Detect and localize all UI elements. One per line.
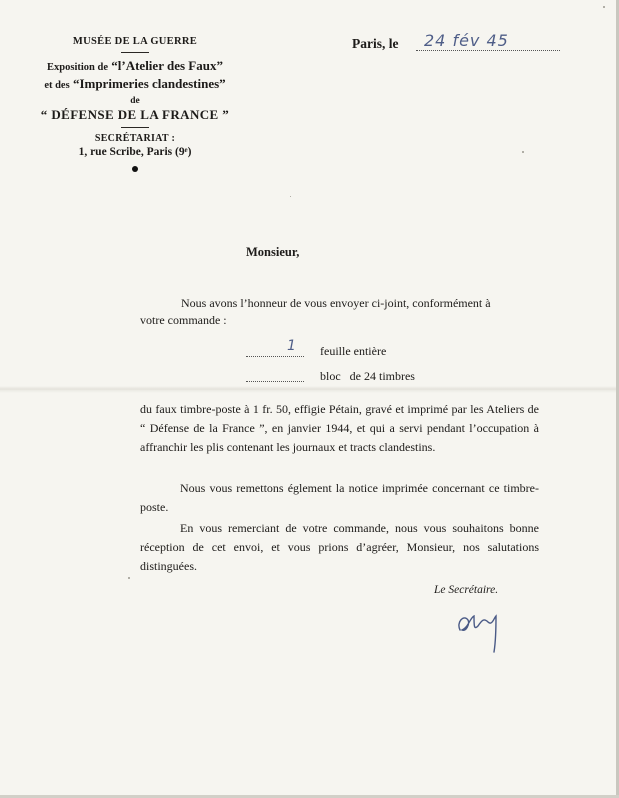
paper-speck [128, 577, 130, 579]
salutation: Monsieur, [246, 245, 300, 259]
handwritten-quantity: 1 [287, 338, 296, 354]
paper-speck [522, 151, 524, 153]
handwritten-date: 24 fév 45 [424, 31, 509, 50]
date-dotted-line [416, 50, 560, 51]
exposition-line-1 [18, 58, 252, 76]
closing-paragraph: En vous remerciant de votre commande, nous vous souhaitons bonne réception de cet envoi, et vous prions d’agréer, Monsieur, nos salutations distinguées. [140, 521, 539, 573]
exposition-prefix-2: et des [44, 80, 70, 91]
letterhead [18, 36, 252, 172]
exposition-line-2 [18, 76, 252, 94]
date-line [352, 31, 562, 56]
item-sheet: feuille entière [320, 344, 387, 358]
exposition-prefix: Exposition de [47, 62, 109, 73]
secretariat-label: SECRÉTARIAT : [94, 133, 176, 144]
item-block: bloc de 24 timbres [320, 369, 415, 383]
bullet-dot [132, 166, 138, 172]
body-paragraph: du faux timbre-poste à 1 fr. 50, effigie Pétain, gravé et imprimé par les Ateliers de “ Défense de la France ”, en janvier 1944, et qui a servi pendant l’occupation à affranchir les plis contenant les journaux et tracts clandestins. [140, 402, 539, 454]
museum-name: MUSÉE DE LA GUERRE [72, 36, 198, 47]
paper-speck [603, 6, 605, 8]
organization-name: “ DÉFENSE DE LA FRANCE ” [40, 107, 230, 122]
quantity-line [246, 356, 304, 357]
signatory-title: Le Secrétaire. [434, 584, 499, 596]
intro-line-1: Nous avons l’honneur de vous envoyer ci-joint, conformément à [181, 296, 491, 310]
notice-paragraph: Nous vous remettons églement la notice imprimée concernant ce timbre-poste. [140, 481, 539, 514]
exposition-title: “l’Atelier des Faux” [111, 58, 223, 73]
handwritten-signature [450, 600, 510, 660]
date-city: Paris, le [352, 36, 399, 51]
paper-speck [290, 196, 291, 197]
letterhead-de: de [130, 96, 140, 106]
address: 1, rue Scribe, Paris (9ᵉ) [78, 146, 192, 158]
intro-line-2: votre commande : [140, 313, 227, 327]
exposition-title-2: “Imprimeries clandestines” [72, 76, 226, 91]
letterhead-rule [121, 52, 149, 53]
letterhead-rule [121, 127, 149, 128]
quantity-line [246, 381, 304, 382]
paper-fold-line [0, 386, 619, 393]
